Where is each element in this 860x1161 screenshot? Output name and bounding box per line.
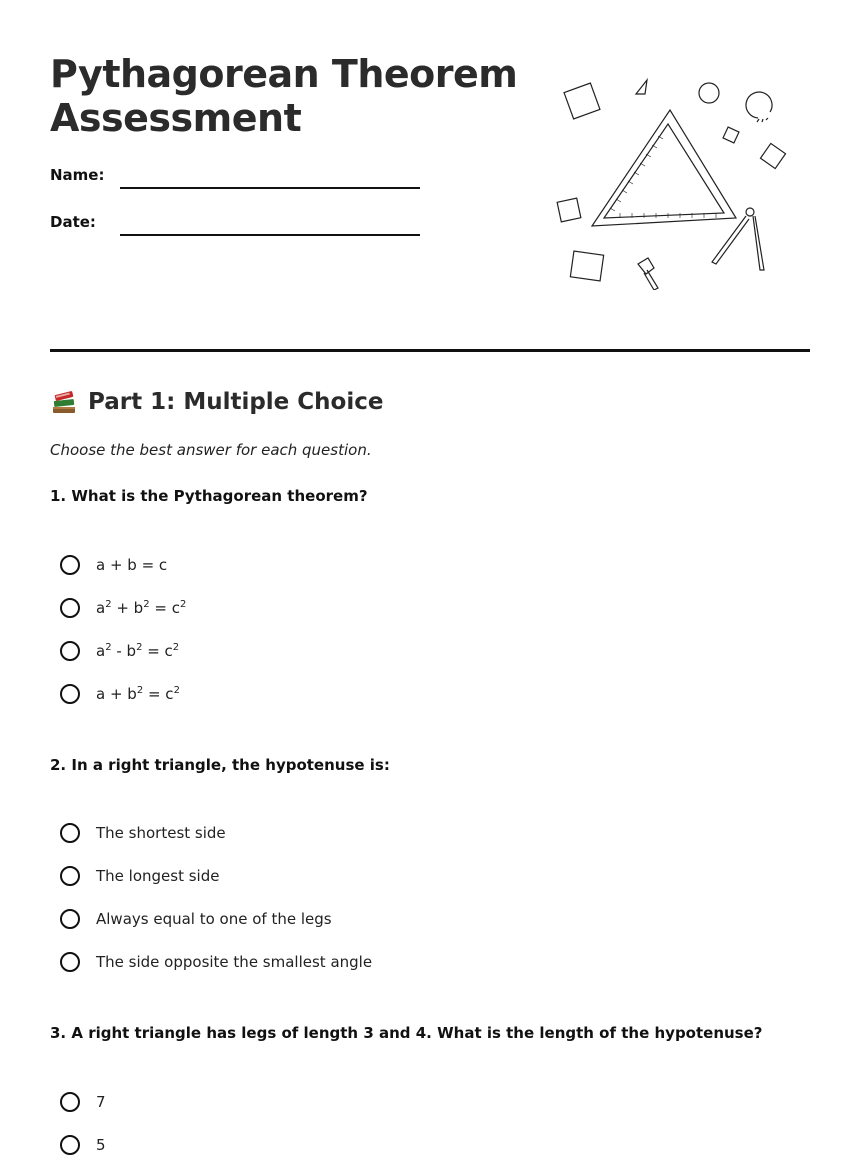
option-text: 5 bbox=[96, 1136, 106, 1154]
part-1-heading bbox=[50, 388, 383, 416]
option-text: $a^2 + b^2 = c^2$ bbox=[96, 599, 187, 617]
question-3: 3. A right triangle has legs of length 3 and 4. What is the length of the hypotenuse? bbox=[50, 1024, 763, 1042]
option-2b[interactable] bbox=[60, 863, 219, 889]
option-text: $a^2 - b^2 = c^2$ bbox=[96, 642, 180, 660]
question-2: 2. In a right triangle, the hypotenuse is: bbox=[50, 756, 390, 774]
geometry-tools-illustration bbox=[550, 70, 800, 290]
date-label: Date: bbox=[50, 213, 96, 231]
option-3b[interactable] bbox=[60, 1132, 106, 1158]
option-text: 7 bbox=[96, 1093, 106, 1111]
part-1-title: Part 1: Multiple Choice bbox=[88, 389, 384, 415]
option-3a[interactable] bbox=[60, 1089, 106, 1115]
option-2a[interactable] bbox=[60, 820, 226, 846]
date-field[interactable] bbox=[120, 234, 420, 236]
radio-button[interactable] bbox=[60, 1135, 80, 1155]
radio-button[interactable] bbox=[60, 909, 80, 929]
section-divider bbox=[50, 349, 810, 352]
option-1a[interactable] bbox=[60, 552, 167, 578]
option-text: The side opposite the smallest angle bbox=[96, 953, 373, 971]
option-2d[interactable] bbox=[60, 949, 372, 975]
radio-button[interactable] bbox=[60, 823, 80, 843]
option-1b[interactable] bbox=[60, 595, 186, 621]
radio-button[interactable] bbox=[60, 641, 80, 661]
option-text: Always equal to one of the legs bbox=[96, 910, 332, 928]
title-line-2: Assessment bbox=[50, 96, 302, 140]
option-1c[interactable] bbox=[60, 638, 179, 664]
option-text: $a + b^2 = c^2$ bbox=[96, 685, 180, 703]
question-1: 1. What is the Pythagorean theorem? bbox=[50, 487, 368, 505]
radio-button[interactable] bbox=[60, 598, 80, 618]
option-text: The shortest side bbox=[96, 824, 226, 842]
page-title bbox=[50, 52, 530, 140]
option-text: The longest side bbox=[96, 867, 220, 885]
option-2c[interactable] bbox=[60, 906, 332, 932]
radio-button[interactable] bbox=[60, 866, 80, 886]
title-line-1: Pythagorean Theorem bbox=[50, 52, 518, 96]
books-icon bbox=[50, 388, 78, 416]
radio-button[interactable] bbox=[60, 952, 80, 972]
instructions: Choose the best answer for each question. bbox=[50, 441, 372, 459]
name-field[interactable] bbox=[120, 187, 420, 189]
radio-button[interactable] bbox=[60, 555, 80, 575]
name-label: Name: bbox=[50, 166, 105, 184]
option-text: a + b = c bbox=[96, 556, 168, 574]
radio-button[interactable] bbox=[60, 1092, 80, 1112]
radio-button[interactable] bbox=[60, 684, 80, 704]
option-1d[interactable] bbox=[60, 681, 180, 707]
